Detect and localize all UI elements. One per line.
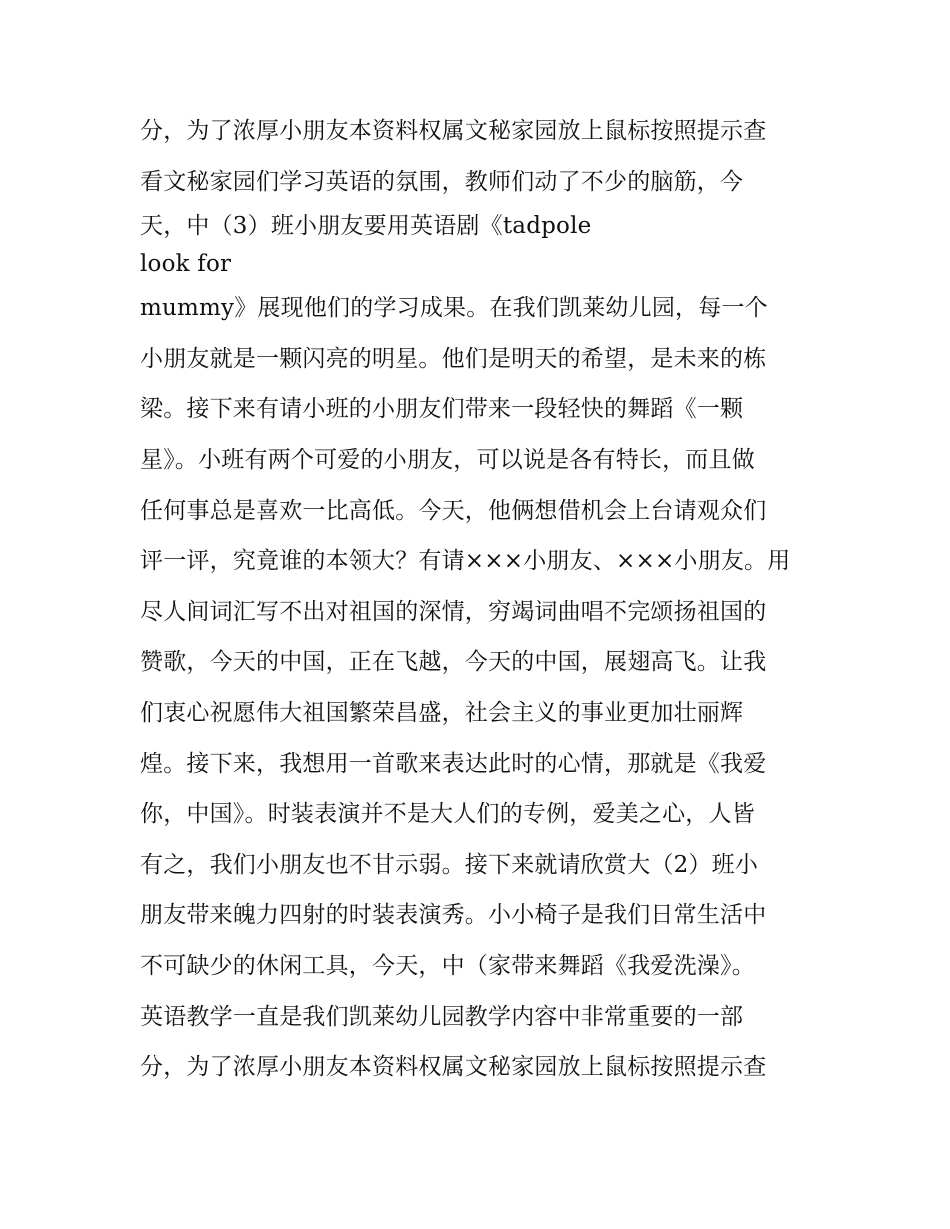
text-line: mummy》展现他们的学习成果。在我们凯莱幼儿园，每一个 bbox=[140, 295, 768, 322]
text-line: 英语教学一直是我们凯莱幼儿园教学内容中非常重要的一部 bbox=[140, 1003, 744, 1030]
text-line: 天，中（3）班小朋友要用英语剧《tadpole bbox=[140, 213, 592, 240]
text-line: 评一评，究竟谁的本领大？有请×××小朋友、×××小朋友。用 bbox=[140, 548, 791, 575]
text-line: 尽人间词汇写不出对祖国的深情，穷竭词曲唱不完颂扬祖国的 bbox=[140, 598, 767, 625]
body-text bbox=[140, 106, 820, 1093]
text-line: 看文秘家园们学习英语的氛围，教师们动了不少的脑筋，今 bbox=[140, 168, 744, 195]
text-line: 小朋友就是一颗闪亮的明星。他们是明天的希望，是未来的栋 bbox=[140, 345, 767, 372]
text-line: 们衷心祝愿伟大祖国繁荣昌盛，社会主义的事业更加壮丽辉 bbox=[140, 699, 744, 726]
text-line: 分，为了浓厚小朋友本资料权属文秘家园放上鼠标按照提示查 bbox=[140, 118, 767, 144]
text-line: 任何事总是喜欢一比高低。今天，他俩想借机会上台请观众们 bbox=[140, 497, 767, 524]
text-line: 朋友带来魄力四射的时装表演秀。小小椅子是我们日常生活中 bbox=[140, 902, 767, 929]
text-line: 有之，我们小朋友也不甘示弱。接下来就请欣赏大（2）班小 bbox=[140, 851, 759, 878]
text-line: 分，为了浓厚小朋友本资料权属文秘家园放上鼠标按照提示查 bbox=[140, 1054, 767, 1081]
text-line: 你，中国》。时装表演并不是大人们的专例，爱美之心，人皆 bbox=[140, 801, 755, 828]
text-line: 赞歌，今天的中国，正在飞越，今天的中国，展翅高飞。让我 bbox=[140, 649, 767, 676]
text-line: 不可缺少的休闲工具，今天，中（家带来舞蹈《我爱洗澡》。 bbox=[140, 952, 755, 979]
text-line: 梁。接下来有请小班的小朋友们带来一段轻快的舞蹈《一颗 bbox=[140, 396, 744, 423]
text-line: 星》。小班有两个可爱的小朋友，可以说是各有特长，而且做 bbox=[140, 446, 755, 473]
text-line: look for bbox=[140, 251, 232, 278]
text-line: 煌。接下来，我想用一首歌来表达此时的心情，那就是《我爱 bbox=[140, 750, 767, 777]
